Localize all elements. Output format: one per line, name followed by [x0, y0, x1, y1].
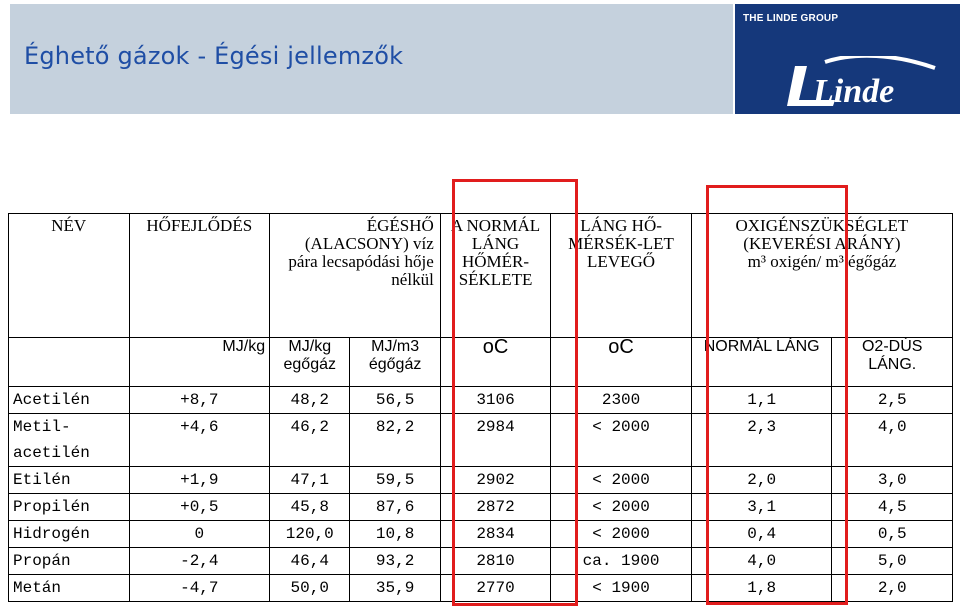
cell-heat: 0	[129, 521, 270, 548]
title-band	[10, 4, 733, 114]
cell-oxy-normal: 1,1	[691, 387, 832, 414]
cell-mj-kg: 46,4	[270, 548, 350, 575]
cell-t-air: 2300	[551, 387, 692, 414]
cell-mj-m3: 59,5	[350, 467, 440, 494]
cell-t-normal: 2872	[440, 494, 550, 521]
cell-oxy-normal: 0,4	[691, 521, 832, 548]
cell-mj-kg: 120,0	[270, 521, 350, 548]
slide-title: Éghető gázok - Égési jellemzők	[24, 42, 404, 70]
cell-oxy-rich: 4,0	[832, 414, 953, 467]
gas-name-cell: Hidrogén	[9, 521, 130, 548]
highlight-oxygen-normal	[706, 185, 848, 605]
gas-name-cell: Metán	[9, 575, 130, 602]
cell-mj-m3: 35,9	[350, 575, 440, 602]
cell-mj-kg: 46,2	[270, 414, 350, 467]
unit-normal-temp: oC	[440, 338, 550, 387]
cell-t-normal: 2834	[440, 521, 550, 548]
linde-wordmark-icon	[785, 56, 955, 112]
header-name: NÉV	[9, 214, 130, 338]
oxygen-unit-label: m³ oxigén/ m³ égőgáz	[747, 252, 897, 271]
cell-t-air: < 2000	[551, 521, 692, 548]
cell-mj-kg: 47,1	[270, 467, 350, 494]
cell-oxy-rich: 5,0	[832, 548, 953, 575]
cell-mj-m3: 93,2	[350, 548, 440, 575]
cell-mj-kg: 45,8	[270, 494, 350, 521]
unit-combustion-m3: MJ/m3 égőgáz	[350, 338, 440, 387]
cell-oxy-normal: 1,8	[691, 575, 832, 602]
cell-heat: +8,7	[129, 387, 270, 414]
cell-t-air: < 2000	[551, 414, 692, 467]
linde-logo	[735, 4, 960, 114]
cell-t-air: < 1900	[551, 575, 692, 602]
gas-name-cell: Propilén	[9, 494, 130, 521]
cell-heat: +4,6	[129, 414, 270, 467]
cell-oxy-normal: 4,0	[691, 548, 832, 575]
cell-mj-m3: 87,6	[350, 494, 440, 521]
cell-t-air: < 2000	[551, 494, 692, 521]
gas-name-cell: Metil-acetilén	[9, 414, 130, 467]
cell-heat: +0,5	[129, 494, 270, 521]
header-flame-temp-air: LÁNG HŐ-MÉRSÉK-LET LEVEGŐ	[551, 214, 692, 338]
gas-name-cell: Acetilén	[9, 387, 130, 414]
header-normal-flame-temp: A NORMÁL LÁNG HŐMÉR-SÉKLETE	[440, 214, 550, 338]
cell-oxy-rich: 4,5	[832, 494, 953, 521]
header-combustion-heat: ÉGÉSHŐ (ALACSONY) víz pára lecsapódási hője nélkül	[270, 214, 441, 338]
cell-mj-kg: 48,2	[270, 387, 350, 414]
cell-mj-m3: 82,2	[350, 414, 440, 467]
cell-oxy-rich: 2,0	[832, 575, 953, 602]
cell-oxy-normal: 2,3	[691, 414, 832, 467]
cell-t-normal: 2810	[440, 548, 550, 575]
cell-oxy-rich: 3,0	[832, 467, 953, 494]
logo-group-text: THE LINDE GROUP	[743, 13, 839, 24]
cell-oxy-normal: 3,1	[691, 494, 832, 521]
cell-heat: -4,7	[129, 575, 270, 602]
unit-air-temp: oC	[551, 338, 692, 387]
unit-oxy-rich: O2-DÚS LÁNG.	[832, 338, 953, 387]
unit-heat: MJ/kg	[129, 338, 270, 387]
highlight-normal-flame-temp	[452, 179, 578, 606]
cell-heat: -2,4	[129, 548, 270, 575]
gas-name-cell: Etilén	[9, 467, 130, 494]
cell-t-normal: 2984	[440, 414, 550, 467]
cell-heat: +1,9	[129, 467, 270, 494]
cell-t-normal: 2770	[440, 575, 550, 602]
cell-mj-kg: 50,0	[270, 575, 350, 602]
unit-oxy-normal: NORMÁL LÁNG	[691, 338, 832, 387]
cell-oxy-rich: 0,5	[832, 521, 953, 548]
logo-brand-text: Linde	[813, 73, 895, 110]
unit-combustion-kg: MJ/kg egőgáz	[270, 338, 350, 387]
header-heat: HŐFEJLŐDÉS	[129, 214, 270, 338]
cell-oxy-normal: 2,0	[691, 467, 832, 494]
cell-mj-m3: 10,8	[350, 521, 440, 548]
gas-name-cell: Propán	[9, 548, 130, 575]
cell-mj-m3: 56,5	[350, 387, 440, 414]
cell-oxy-rich: 2,5	[832, 387, 953, 414]
cell-t-air: ca. 1900	[551, 548, 692, 575]
cell-t-normal: 3106	[440, 387, 550, 414]
cell-t-air: < 2000	[551, 467, 692, 494]
cell-t-normal: 2902	[440, 467, 550, 494]
oxygen-need-label: OXIGÉNSZÜKSÉGLET (KEVERÉSI ARÁNY)	[735, 216, 909, 253]
